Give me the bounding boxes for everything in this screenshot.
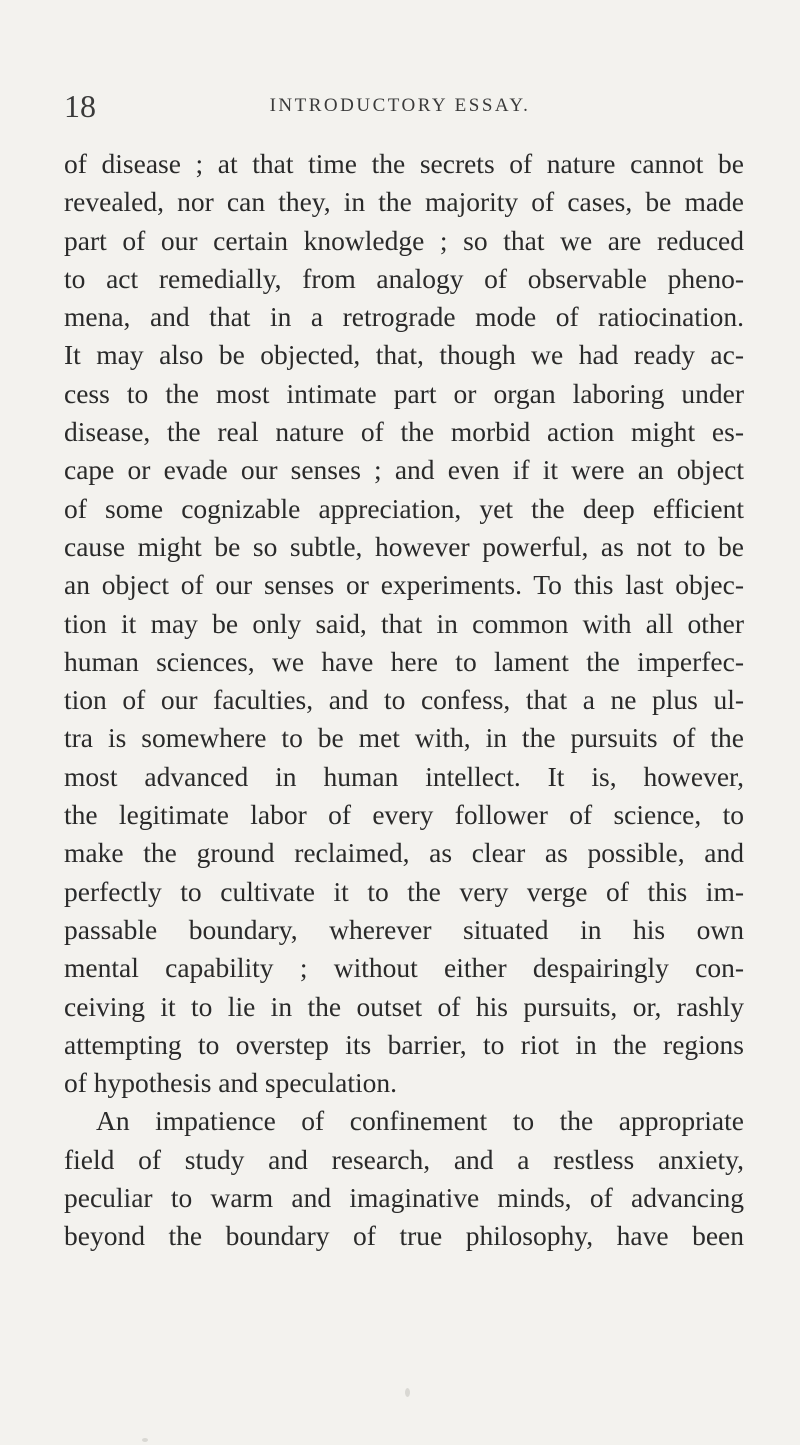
- text-line: field of study and research, and a restless anxiety,: [64, 1143, 744, 1175]
- text-line: to act remedially, from analogy of observable pheno-: [64, 262, 744, 294]
- text-line: tion it may be only said, that in common with all other: [64, 607, 744, 639]
- text-line: human sciences, we have here to lament the imperfec-: [64, 645, 744, 677]
- text-line: mental capability ; without either despairingly con-: [64, 952, 744, 984]
- text-line: of hypothesis and speculation.: [64, 1067, 397, 1099]
- text-line: ceiving it to lie in the outset of his pursuits, or, rashly: [64, 990, 744, 1022]
- text-line: perfectly to cultivate it to the very verge of this im-: [64, 875, 744, 907]
- text-line: attempting to overstep its barrier, to riot in the regions: [64, 1028, 744, 1060]
- text-line: mena, and that in a retrograde mode of ratiocination.: [64, 301, 744, 333]
- text-line: beyond the boundary of true philosophy, have been: [64, 1220, 744, 1252]
- text-line: cape or evade our senses ; and even if it were an object: [64, 454, 744, 486]
- running-head: INTRODUCTORY ESSAY.: [269, 95, 531, 116]
- text-line: tra is somewhere to be met with, in the pursuits of the: [64, 722, 744, 754]
- paper-speck: [405, 1388, 410, 1397]
- text-line: peculiar to warm and imaginative minds, of advancing: [64, 1182, 744, 1214]
- text-line: passable boundary, wherever situated in his own: [64, 913, 744, 945]
- text-line: cess to the most intimate part or organ laboring under: [64, 377, 744, 409]
- text-line: It may also be objected, that, though we had ready ac-: [64, 339, 744, 371]
- page-number: 18: [64, 88, 96, 124]
- text-line: revealed, nor can they, in the majority of cases, be made: [64, 186, 744, 218]
- text-line: an object of our senses or experiments. To this last objec-: [64, 569, 744, 601]
- text-line: An impatience of confinement to the appropriate: [96, 1105, 744, 1137]
- text-line: make the ground reclaimed, as clear as possible, and: [64, 837, 744, 869]
- text-line: most advanced in human intellect. It is, however,: [64, 760, 744, 792]
- text-line: cause might be so subtle, however powerful, as not to be: [64, 530, 744, 562]
- body-text: [64, 145, 744, 1256]
- text-line: of disease ; at that time the secrets of nature cannot be: [64, 148, 744, 179]
- text-line: of some cognizable appreciation, yet the deep efficient: [64, 492, 744, 524]
- text-line: tion of our faculties, and to confess, that a ne plus ul-: [64, 684, 744, 716]
- page-header: [64, 86, 736, 126]
- text-line: the legitimate labor of every follower of science, to: [64, 799, 744, 831]
- text-line: part of our certain knowledge ; so that we are reduced: [64, 224, 744, 256]
- paper-speck: [142, 1438, 148, 1442]
- text-line: disease, the real nature of the morbid action might es-: [64, 416, 744, 448]
